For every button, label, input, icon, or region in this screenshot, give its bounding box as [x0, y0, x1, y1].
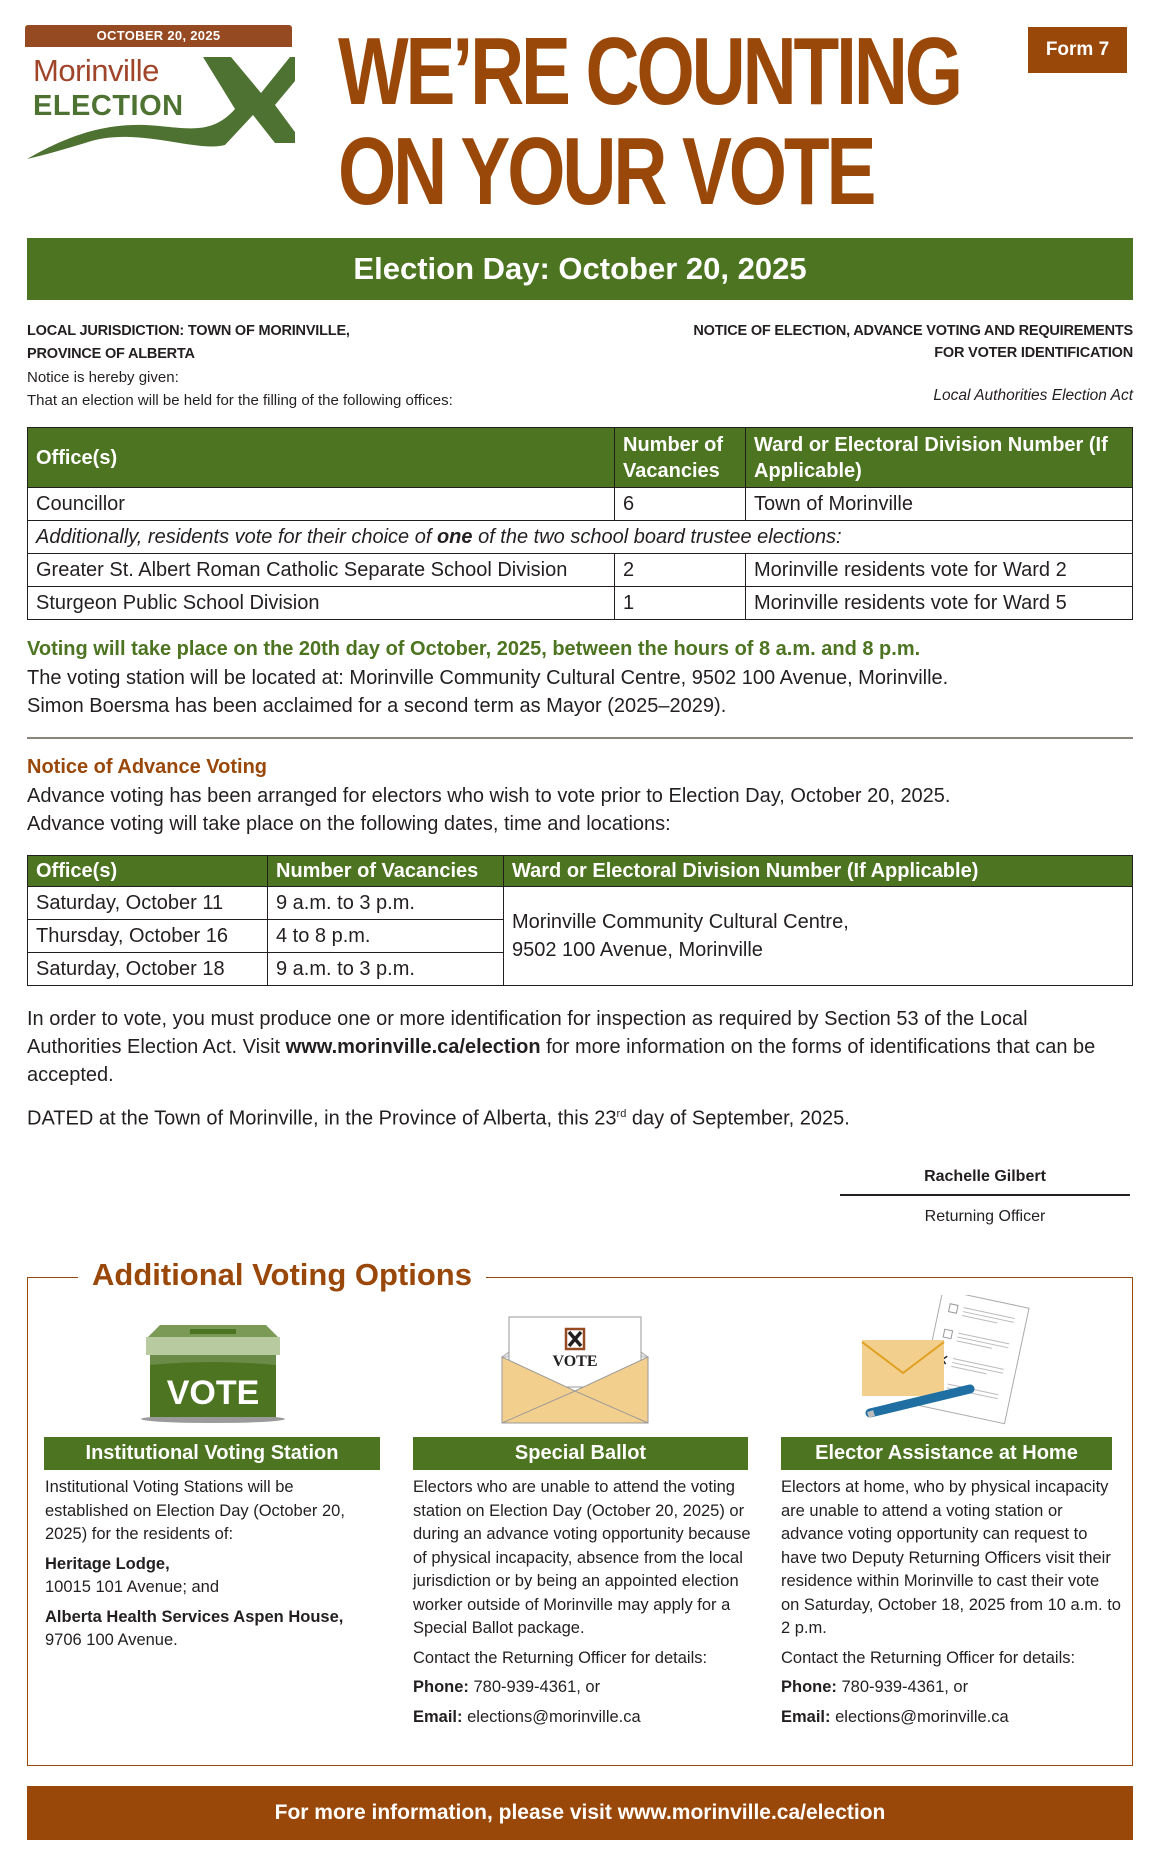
advance-voting-line-1: Advance voting has been arranged for electors who wish to vote prior to Election Day, October 20, 2025.: [27, 785, 951, 807]
column-header: Ward or Electoral Division Number (If Applicable): [504, 856, 1133, 887]
school-board-note: [28, 521, 1133, 554]
notice-title-line-2: FOR VOTER IDENTIFICATION: [934, 345, 1133, 361]
institution-2-address: 9706 100 Avenue.: [45, 1631, 178, 1649]
table-cell: Morinville residents vote for Ward 5: [746, 587, 1133, 620]
voting-date-hours: Voting will take place on the 20th day of October, 2025, between the hours of 8 a.m. and 8 p.m.: [27, 638, 921, 660]
phone-number[interactable]: 780-939-4361, or: [468, 1678, 601, 1696]
table-row: [28, 488, 1133, 521]
home-assistance-contact: Contact the Returning Officer for details:: [781, 1648, 1076, 1667]
email-address[interactable]: elections@morinville.ca: [830, 1707, 1009, 1726]
special-ballot-body: [413, 1476, 753, 1735]
footer-banner[interactable]: For more information, please visit www.morinville.ca/election: [27, 1786, 1133, 1840]
dated-text: day of September, 2025.: [626, 1107, 850, 1130]
ordinal-suffix: rd: [616, 1108, 627, 1120]
note-text: Additionally, residents vote for their choice of: [36, 525, 437, 548]
table-cell: Morinville residents vote for Ward 2: [746, 554, 1133, 587]
home-voting-form-icon: [860, 1295, 1040, 1425]
table-row: [28, 887, 1133, 920]
act-reference: Local Authorities Election Act: [933, 387, 1133, 404]
table-cell: Saturday, October 11: [28, 887, 268, 920]
table-cell: Saturday, October 18: [28, 953, 268, 986]
table-cell: 4 to 8 p.m.: [268, 920, 504, 953]
home-assistance-body: [781, 1476, 1121, 1735]
jurisdiction-line-2: PROVINCE OF ALBERTA: [27, 346, 195, 362]
institutional-voting-body: [45, 1476, 380, 1659]
column-header: Number of Vacancies: [268, 856, 504, 887]
column-header: Number of Vacancies: [615, 428, 746, 488]
table-cell: 2: [615, 554, 746, 587]
table-header-row: [28, 856, 1133, 887]
additional-options-title: Additional Voting Options: [78, 1257, 486, 1293]
table-cell: 1: [615, 587, 746, 620]
table-cell: 9 a.m. to 3 p.m.: [268, 953, 504, 986]
notice-intro: That an election will be held for the filling of the following offices:: [27, 392, 453, 409]
institutional-intro: Institutional Voting Stations will be established on Election Day (October 20, 2025) for the residents of:: [45, 1478, 345, 1543]
id-requirement-text: [27, 1005, 1117, 1089]
phone-label: Phone:: [413, 1678, 469, 1696]
institution-2-name: Alberta Health Services Aspen House,: [45, 1607, 344, 1626]
headline-line-2: ON YOUR VOTE: [338, 118, 874, 225]
table-cell: Greater St. Albert Roman Catholic Separate School Division: [28, 554, 615, 587]
returning-officer-name: Rachelle Gilbert: [924, 1168, 1046, 1185]
dated-statement: [27, 1100, 1137, 1133]
special-ballot-description: Electors who are unable to attend the voting station on Election Day (October 20, 2025) or during an advance voting opportunity because of physical incapacity, absence from the local jurisdiction or by being an appointed election worker outside of Morinville may apply for a Special Ballot package.: [413, 1478, 751, 1637]
email-label: Email:: [413, 1707, 463, 1726]
advance-voting-title: Notice of Advance Voting: [27, 756, 268, 778]
election-day-banner: Election Day: October 20, 2025: [27, 238, 1133, 300]
logo-town-name: Morinville: [33, 53, 159, 88]
ballot-box-label: VOTE: [166, 1374, 260, 1412]
institutional-voting-heading: Institutional Voting Station: [44, 1437, 380, 1470]
notice-title: [560, 320, 1133, 364]
table-cell: Councillor: [28, 488, 615, 521]
signature-line: [840, 1194, 1130, 1196]
location-line-2: 9502 100 Avenue, Morinville: [512, 939, 763, 961]
table-cell: 9 a.m. to 3 p.m.: [268, 887, 504, 920]
special-ballot-heading: Special Ballot: [413, 1437, 748, 1470]
special-ballot-phone: [413, 1676, 753, 1700]
offices-table: [27, 427, 1133, 620]
location-line-1: Morinville Community Cultural Centre,: [512, 911, 849, 933]
table-row: [28, 587, 1133, 620]
column-header: Office(s): [28, 428, 615, 488]
institution-1: [45, 1553, 380, 1600]
advance-location-cell: [504, 887, 1133, 986]
column-header: Office(s): [28, 856, 268, 887]
election-website-link[interactable]: www.morinville.ca/election: [285, 1036, 541, 1058]
phone-number[interactable]: 780-939-4361, or: [836, 1678, 969, 1696]
logo-election-word: ELECTION: [33, 90, 184, 122]
phone-label: Phone:: [781, 1678, 837, 1696]
jurisdiction-block: [27, 320, 587, 412]
table-row: [28, 554, 1133, 587]
ballot-box-icon: [138, 1325, 288, 1425]
table-note-row: [28, 521, 1133, 554]
advance-voting-line-2: Advance voting will take place on the following dates, time and locations:: [27, 813, 671, 835]
special-ballot-email: [413, 1706, 753, 1730]
page-headline: [338, 18, 960, 225]
home-assistance-phone: [781, 1676, 1121, 1700]
table-header-row: [28, 428, 1133, 488]
section-divider: [27, 737, 1133, 739]
returning-officer-title: Returning Officer: [924, 1208, 1046, 1225]
note-text: of the two school board trustee elections:: [472, 525, 842, 548]
id-text: In order to vote, you must produce one or more identification for inspection as required by Section 53 of the Local Authorities Election Act. Visit: [27, 1008, 1028, 1058]
home-assistance-heading: Elector Assistance at Home: [781, 1437, 1112, 1470]
institution-1-address: 10015 101 Avenue; and: [45, 1578, 220, 1596]
morinville-election-logo: [25, 25, 295, 160]
notice-title-line-1: NOTICE OF ELECTION, ADVANCE VOTING AND REQUIREMENTS: [693, 323, 1133, 339]
email-address[interactable]: elections@morinville.ca: [462, 1707, 641, 1726]
home-assistance-description: Electors at home, who by physical incapacity are unable to attend a voting station or advance voting opportunity can request to have two Deputy Returning Officers visit their residence within Morinville to cast their vote on Saturday, October 18, 2025 from 10 a.m. to 2 p.m.: [781, 1478, 1121, 1637]
column-header: Ward or Electoral Division Number (If Applicable): [746, 428, 1133, 488]
jurisdiction-line-1: LOCAL JURISDICTION: TOWN OF MORINVILLE,: [27, 323, 350, 339]
institution-2: [45, 1606, 380, 1653]
home-assistance-email: [781, 1706, 1121, 1730]
envelope-ballot-label: VOTE: [552, 1353, 598, 1370]
note-emphasis: one: [436, 525, 473, 548]
voting-station-location: The voting station will be located at: Morinville Community Cultural Centre, 9502 100 Avenue, Morinville.: [27, 667, 949, 689]
id-text: for more information on the forms of identifications that can be accepted.: [27, 1036, 1096, 1086]
mayor-acclaimed: Simon Boersma has been acclaimed for a second term as Mayor (2025–2029).: [27, 695, 727, 717]
special-ballot-contact: Contact the Returning Officer for details:: [413, 1648, 708, 1667]
notice-given: Notice is hereby given:: [27, 369, 179, 386]
email-label: Email:: [781, 1707, 831, 1726]
dated-text: DATED at the Town of Morinville, in the Province of Alberta, this 23: [27, 1107, 617, 1130]
table-cell: Town of Morinville: [746, 488, 1133, 521]
logo-date: OCTOBER 20, 2025: [25, 25, 292, 47]
envelope-ballot-icon: [500, 1315, 650, 1425]
headline-line-1: WE’RE COUNTING: [338, 18, 960, 125]
institution-1-name: Heritage Lodge,: [45, 1554, 170, 1573]
table-cell: Thursday, October 16: [28, 920, 268, 953]
table-cell: Sturgeon Public School Division: [28, 587, 615, 620]
table-cell: 6: [615, 488, 746, 521]
advance-voting-table: [27, 855, 1133, 986]
form-number-badge: Form 7: [1028, 27, 1127, 73]
